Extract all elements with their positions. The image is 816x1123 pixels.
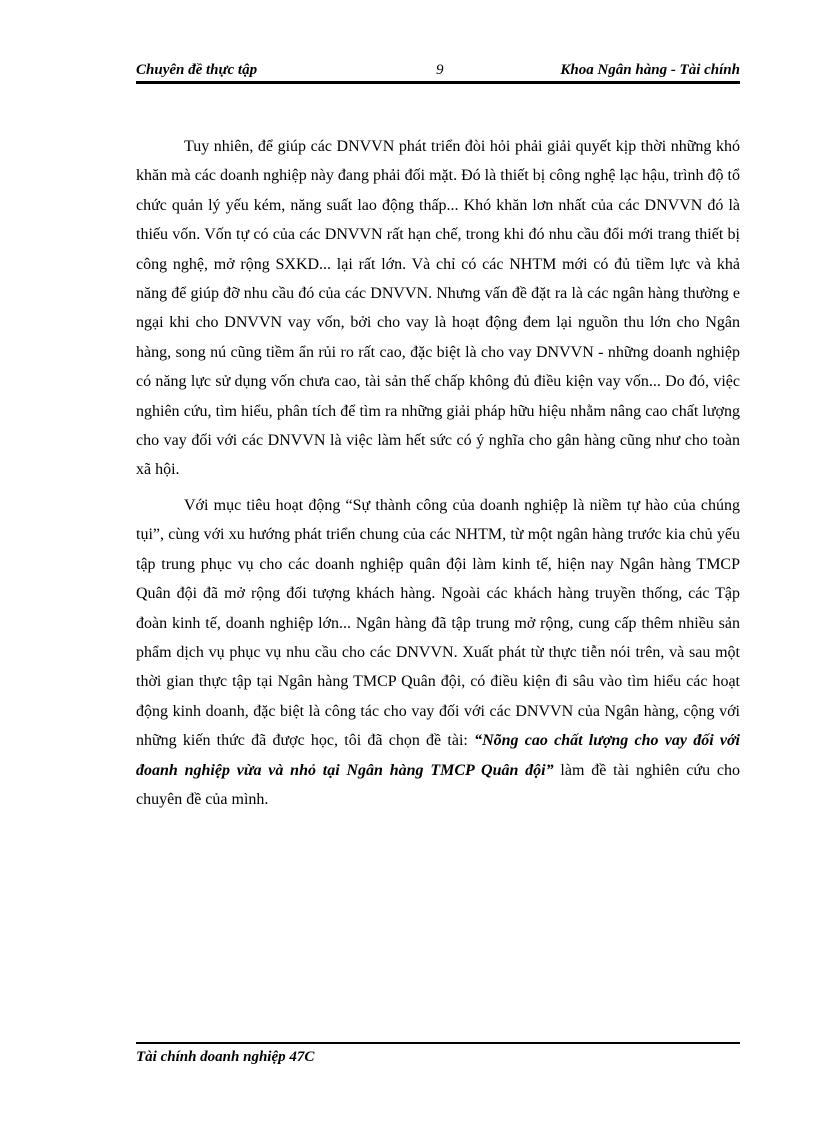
header-document-type: Chuyên đề thực tập: [136, 62, 258, 78]
header-divider: [136, 81, 740, 84]
paragraph-2: [136, 491, 740, 814]
footer-divider: [136, 1042, 740, 1044]
header-page-number: 9: [436, 62, 444, 78]
page-footer: Tài chính doanh nghiệp 47C: [136, 1049, 315, 1065]
page-header: [136, 60, 740, 80]
header-faculty: Khoa Ngân hàng - Tài chính: [560, 62, 740, 78]
body-text: [136, 132, 740, 820]
thesis-title: “Nõng cao chất lượng cho vay đối với đoanh nghiệp vừa và nhỏ tại Ngân hàng TMCP Quân đội”: [136, 732, 741, 779]
paragraph-2-outro: làm đề tài nghiên cứu cho chuyên đề của mình.: [136, 761, 740, 808]
paragraph-2-intro: Với mục tiêu hoạt động “Sự thành công của doanh nghiệp là niềm tự hào của chúng tụi”, cùng với xu hướng phát triển chung của các NHTM, từ một ngân hàng trước kia chủ yếu tập trung phục vụ cho các doanh nghiệp quân đội làm kinh tế, hiện nay Ngân hàng TMCP Quân đội đã mở rộng đối tượng khách hàng. Ngoài các khách hàng truyền thống, các Tập đoàn kinh tế, doanh nghiệp lớn... Ngân hàng đã tập trung mở rộng, cung cấp thêm nhiều sản phẩm dịch vụ phục vụ nhu cầu cho các DNVVN. Xuất phát từ thực tiễn nói trên, và sau một thời gian thực tập tại Ngân hàng TMCP Quân đội, có điều kiện đi sâu vào tìm hiểu các hoạt động kinh doanh, đặc biệt là công tác cho vay đối với các DNVVN của Ngân hàng, cộng với những kiến thức đã được học, tôi đã chọn đề tài:: [136, 496, 740, 750]
paragraph-1: Tuy nhiên, để giúp các DNVVN phát triển đòi hỏi phải giải quyết kịp thời những khó khăn mà các doanh nghiệp này đang phải đối mặt. Đó là thiết bị công nghệ lạc hậu, trình độ tổ chức quản lý yếu kém, năng suất lao động thấp... Khó khăn lơn nhất của các DNVVN đó là thiếu vốn. Vốn tự có của các DNVVN rất hạn chế, trong khi đó nhu cầu đổi mới trang thiết bị công nghệ, mở rộng SXKD... lại rất lớn. Và chỉ có các NHTM mới có đủ tiềm lực và khả năng để giúp đỡ nhu cầu đó của các DNVVN. Nhưng vấn đề đặt ra là các ngân hàng thường e ngại khi cho DNVVN vay vốn, bởi cho vay là hoạt động đem lại nguồn thu lớn cho Ngân hàng, song nú cũng tiềm ẩn rủi ro rất cao, đặc biệt là cho vay DNVVN - những doanh nghiệp có năng lực sử dụng vốn chưa cao, tài sản thế chấp không đủ điều kiện vay vốn... Do đó, việc nghiên cứu, tìm hiểu, phân tích để tìm ra những giải pháp hữu hiệu nhằm nâng cao chất lượng cho vay đối với các DNVVN là việc làm hết sức có ý nghĩa cho gân hàng cũng như cho toàn xã hội.: [136, 138, 740, 479]
